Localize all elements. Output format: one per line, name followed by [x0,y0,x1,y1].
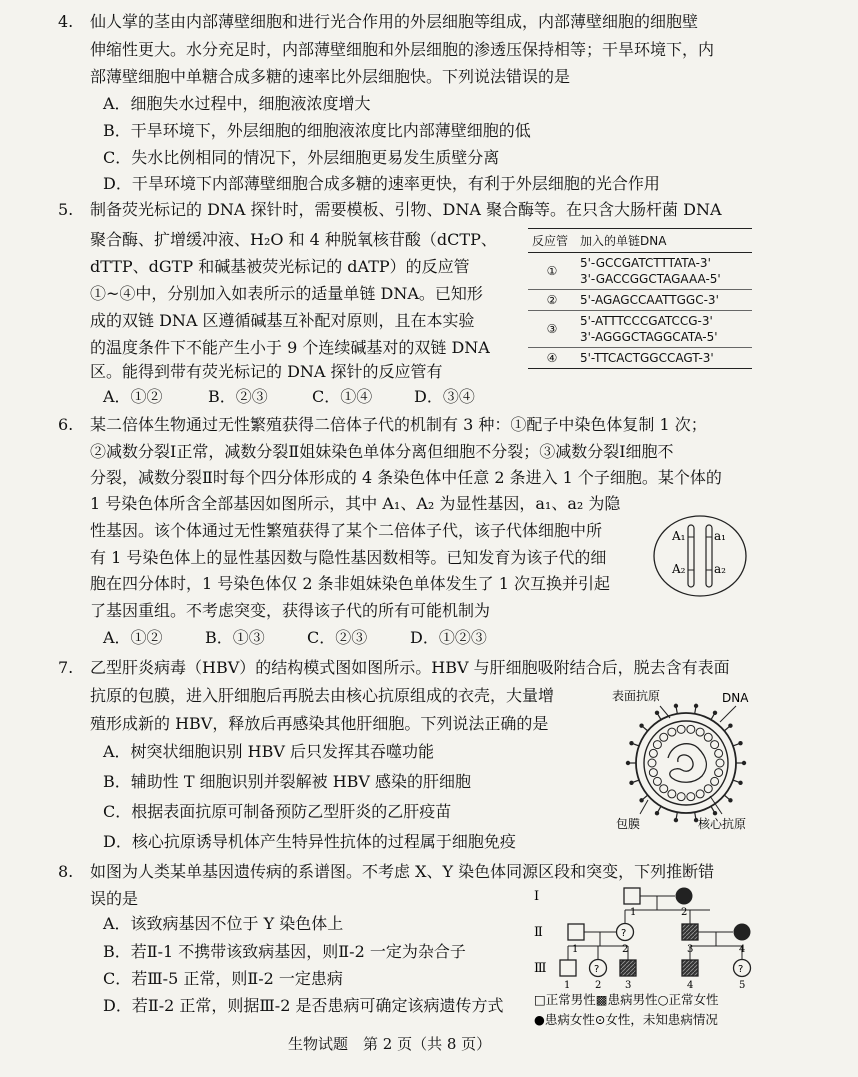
q6-stem-line: 有 1 号染色体上的显性基因数与隐性基因数相等。已知发育为该子代的细 [90,548,607,567]
q5-stem-line: 成的双链 DNA 区遵循碱基互补配对原则，且在本实验 [90,311,475,330]
q8-option-d[interactable]: D．若Ⅱ-2 正常，则据Ⅲ-2 是否患病可确定该病遗传方式 [103,996,504,1015]
q5-option-b[interactable]: B．②③ [208,387,268,406]
hbv-structure-figure [610,688,760,838]
gene-label-a2: a₂ [714,562,726,576]
pedigree-id: 1 [630,907,637,918]
q7-stem-line: 抗原的包膜，进入肝细胞后再脱去由核心抗原组成的衣壳，大量增 [90,686,555,705]
pedigree-id: 4 [739,944,746,955]
unknown-mark: ? [738,964,744,975]
tube-id: ④ [528,348,576,369]
q4-stem-line: 部薄壁细胞中单糖合成多糖的速率比外层细胞快。下列说法错误的是 [90,67,571,86]
core-antigen-unit [696,728,704,736]
tube-id: ① [528,253,576,290]
q6-stem-line: 分裂，减数分裂Ⅱ时每个四分体形成的 4 条染色体中任意 2 条进入 1 个子细胞。某个体的 [90,468,722,487]
q6-stem-line: 性基因。该个体通过无性繁殖获得了某个二倍体子代，该子代体细胞中所 [90,521,603,540]
core-antigen-unit [648,759,656,767]
surface-antigen-knob [713,711,717,715]
affected-female-I-2 [676,888,693,905]
table-header: 加入的单链DNA [576,229,752,253]
q8-option-c[interactable]: C．若Ⅲ-5 正常，则Ⅱ-2 一定患病 [103,969,343,988]
q4-number: 4. [58,12,74,31]
table-row [528,311,752,348]
q8-stem-line: 误的是 [90,889,139,908]
core-antigen-unit [696,790,704,798]
core-antigen-unit [711,777,719,785]
q8-stem-line: 如图为人类某单基因遗传病的系谱图。不考虑 X、Y 染色体同源区段和突变，下列推断错 [90,862,715,881]
unknown-mark: ? [621,928,627,939]
surface-antigen-knob [738,781,742,785]
q6-stem-line: 了基因重组。不考虑突变，获得该子代的所有可能机制为 [90,601,491,620]
q6-stem-line: 某二倍体生物通过无性繁殖获得二倍体子代的机制有 3 种：①配子中染色体复制 1 次； [90,415,707,434]
surface-antigen-knob [742,761,746,765]
q6-option-c[interactable]: C．②③ [307,628,368,647]
unknown-mark: ? [594,964,600,975]
dna-sequence: 5'-TTCACTGGCCAGT-3' [580,351,714,365]
table-row [528,253,752,290]
core-antigen-unit [711,741,719,749]
q6-stem-line: ②减数分裂Ⅰ正常，减数分裂Ⅱ姐妹染色单体分离但细胞不分裂；③减数分裂Ⅰ细胞不 [90,442,674,461]
core-antigen-unit [649,749,657,757]
q4-option-d[interactable]: D．干旱环境下内部薄壁细胞合成多糖的速率更快，有利于外层细胞的光合作用 [103,174,660,193]
q7-option-a[interactable]: A．树突状细胞识别 HBV 后只发挥其吞噬功能 [103,742,434,761]
core-antigen-unit [653,741,661,749]
core-antigen-unit [704,733,712,741]
page-footer: 生物试题 第 2 页（共 8 页） [288,1035,492,1053]
pedigree-chart [530,884,760,1032]
q4-stem-line: 伸缩性更大。水分充足时，内部薄壁细胞和外层细胞的渗透压保持相等；干旱环境下，内 [90,40,715,59]
gen-label: Ⅰ [534,889,540,904]
pedigree-id: 3 [687,944,694,955]
core-antigen-unit [687,793,695,801]
core-antigen-unit [715,769,723,777]
q7-number: 7. [58,658,74,677]
surface-antigen-knob [655,711,659,715]
q4-stem-line: 仙人掌的茎由内部薄壁细胞和进行光合作用的外层细胞等组成，内部薄壁细胞的细胞壁 [90,12,699,31]
surface-antigen-knob [713,811,717,815]
q8-number: 8. [58,862,74,881]
core-antigen-capsid [648,725,724,800]
pedigree-id: 1 [572,944,579,955]
dna-sequence: 3'-AGGGCTAGGCATA-5' [580,330,718,344]
pedigree-id: 2 [595,980,602,991]
surface-antigen-knob [626,761,630,765]
chromosome-figure [650,513,750,599]
tube-id: ③ [528,311,576,348]
tube-id: ② [528,290,576,311]
q5-stem-line: 的温度条件下不能产生小于 9 个连续碱基对的双链 DNA [90,338,490,357]
gene-label-A1: A₁ [672,529,686,543]
q7-stem-line: 殖形成新的 HBV，释放后再感染其他肝细胞。下列说法正确的是 [90,714,549,733]
dna-strand [668,744,706,783]
q5-stem-line: 聚合酶、扩增缓冲液、H₂O 和 4 种脱氧核苷酸（dCTP、 [90,230,497,249]
core-antigen-unit [653,777,661,785]
pedigree-id: 2 [622,944,629,955]
affected-female-II-4 [734,924,751,941]
core-antigen-unit [660,733,668,741]
surface-antigen-knob [629,741,633,745]
surface-antigen-knob [728,798,732,802]
normal-male-III-1 [560,960,576,976]
q8-option-a[interactable]: A．该致病基因不位于 Y 染色体上 [103,914,344,933]
surface-antigen-knob [639,724,643,728]
gene-label-a1: a₁ [714,529,726,543]
q5-option-a[interactable]: A．①② [103,387,163,406]
q6-option-d[interactable]: D．①②③ [410,628,487,647]
q4-option-c[interactable]: C．失水比例相同的情况下，外层细胞更易发生质壁分离 [103,148,500,167]
pedigree-id: 1 [564,980,571,991]
affected-male-III-3 [620,960,636,976]
q5-option-d[interactable]: D．③④ [414,387,475,406]
surface-antigen-knob [639,798,643,802]
q6-stem-line: 1 号染色体所含全部基因如图所示，其中 A₁、A₂ 为显性基因，a₁、a₂ 为隐 [90,494,621,513]
table-row [528,290,752,311]
q4-option-b[interactable]: B．干旱环境下，外层细胞的细胞液浓度比内部薄壁细胞的低 [103,121,531,140]
label-surface-antigen: 表面抗原 [612,689,661,703]
dna-sequence: 3'-GACCGGCTAGAAA-5' [580,272,721,286]
q8-option-b[interactable]: B．若Ⅱ-1 不携带该致病基因，则Ⅱ-2 一定为杂合子 [103,942,466,961]
core-antigen-unit [687,725,695,733]
surface-antigen-knob [694,704,698,708]
core-antigen-unit [715,749,723,757]
surface-antigen-knob [629,781,633,785]
table-row [528,348,752,369]
core-antigen-unit [660,785,668,793]
core-antigen-unit [716,759,724,767]
label-core-antigen: 核心抗原 [698,817,747,831]
q6-number: 6. [58,415,74,434]
q5-stem-line: dTTP、dGTP 和碱基被荧光标记的 dATP）的反应管 [90,257,470,276]
label-envelope: 包膜 [616,817,641,831]
q5-stem-line: ①~④中，分别加入如表所示的适量单链 DNA。已知形 [90,284,483,303]
core-antigen-unit [668,790,676,798]
table-header: 反应管 [528,229,576,253]
q5-option-c[interactable]: C．①④ [312,387,373,406]
pedigree-id: 2 [681,907,688,918]
gene-label-A2: A₂ [672,562,686,576]
q6-option-a[interactable]: A．①② [103,628,163,647]
q5-stem-line: 制备荧光标记的 DNA 探针时，需要模板、引物、DNA 聚合酶等。在只含大肠杆菌 DNA [90,200,722,219]
surface-antigen-knob [738,741,742,745]
core-antigen-unit [649,769,657,777]
pedigree-id: 5 [739,980,746,991]
q7-option-c[interactable]: C．根据表面抗原可制备预防乙型肝炎的乙肝疫苗 [103,802,452,821]
q5-number: 5. [58,200,74,219]
gen-label: Ⅲ [534,961,547,976]
surface-antigen-knob [728,724,732,728]
core-antigen-unit [704,785,712,793]
q6-option-b[interactable]: B．①③ [205,628,265,647]
dna-sequence: 5'-GCCGATCTTTATA-3' [580,256,711,270]
q7-option-b[interactable]: B．辅助性 T 细胞识别并裂解被 HBV 感染的肝细胞 [103,772,472,791]
q5-stem-line: 区。能得到带有荧光标记的 DNA 探针的反应管有 [90,362,443,381]
core-antigen-unit [668,728,676,736]
core-antigen-unit [677,793,685,801]
surface-antigen-knob [655,811,659,815]
surface-antigen-knob [674,704,678,708]
gen-label: Ⅱ [534,925,543,940]
q4-option-a[interactable]: A．细胞失水过程中，细胞液浓度增大 [103,94,371,113]
surface-antigen-knob [674,818,678,822]
q7-option-d[interactable]: D．核心抗原诱导机体产生特异性抗体的过程属于细胞免疫 [103,832,516,851]
dna-sequence: 5'-ATTTCCCGATCCG-3' [580,314,713,328]
q5-dna-table [528,228,752,369]
affected-male-II-3 [682,924,698,940]
q6-stem-line: 胞在四分体时，1 号染色体仅 2 条非姐妹染色单体发生了 1 次互换并引起 [90,574,610,593]
pedigree-legend-line: ●患病女性⊙女性，未知患病情况 [534,1012,718,1027]
pedigree-legend-line: □正常男性▩患病男性○正常女性 [534,992,719,1007]
pedigree-id: 4 [687,980,694,991]
dna-sequence: 5'-AGAGCCAATTGGC-3' [580,293,719,307]
label-dna: DNA [722,691,749,705]
pedigree-id: 3 [625,980,632,991]
core-antigen-unit [677,725,685,733]
normal-male-II-1 [568,924,584,940]
affected-male-III-4 [682,960,698,976]
q7-stem-line: 乙型肝炎病毒（HBV）的结构模式图如图所示。HBV 与肝细胞吸附结合后，脱去含有表面 [90,658,730,677]
normal-male-I-1 [624,888,640,904]
